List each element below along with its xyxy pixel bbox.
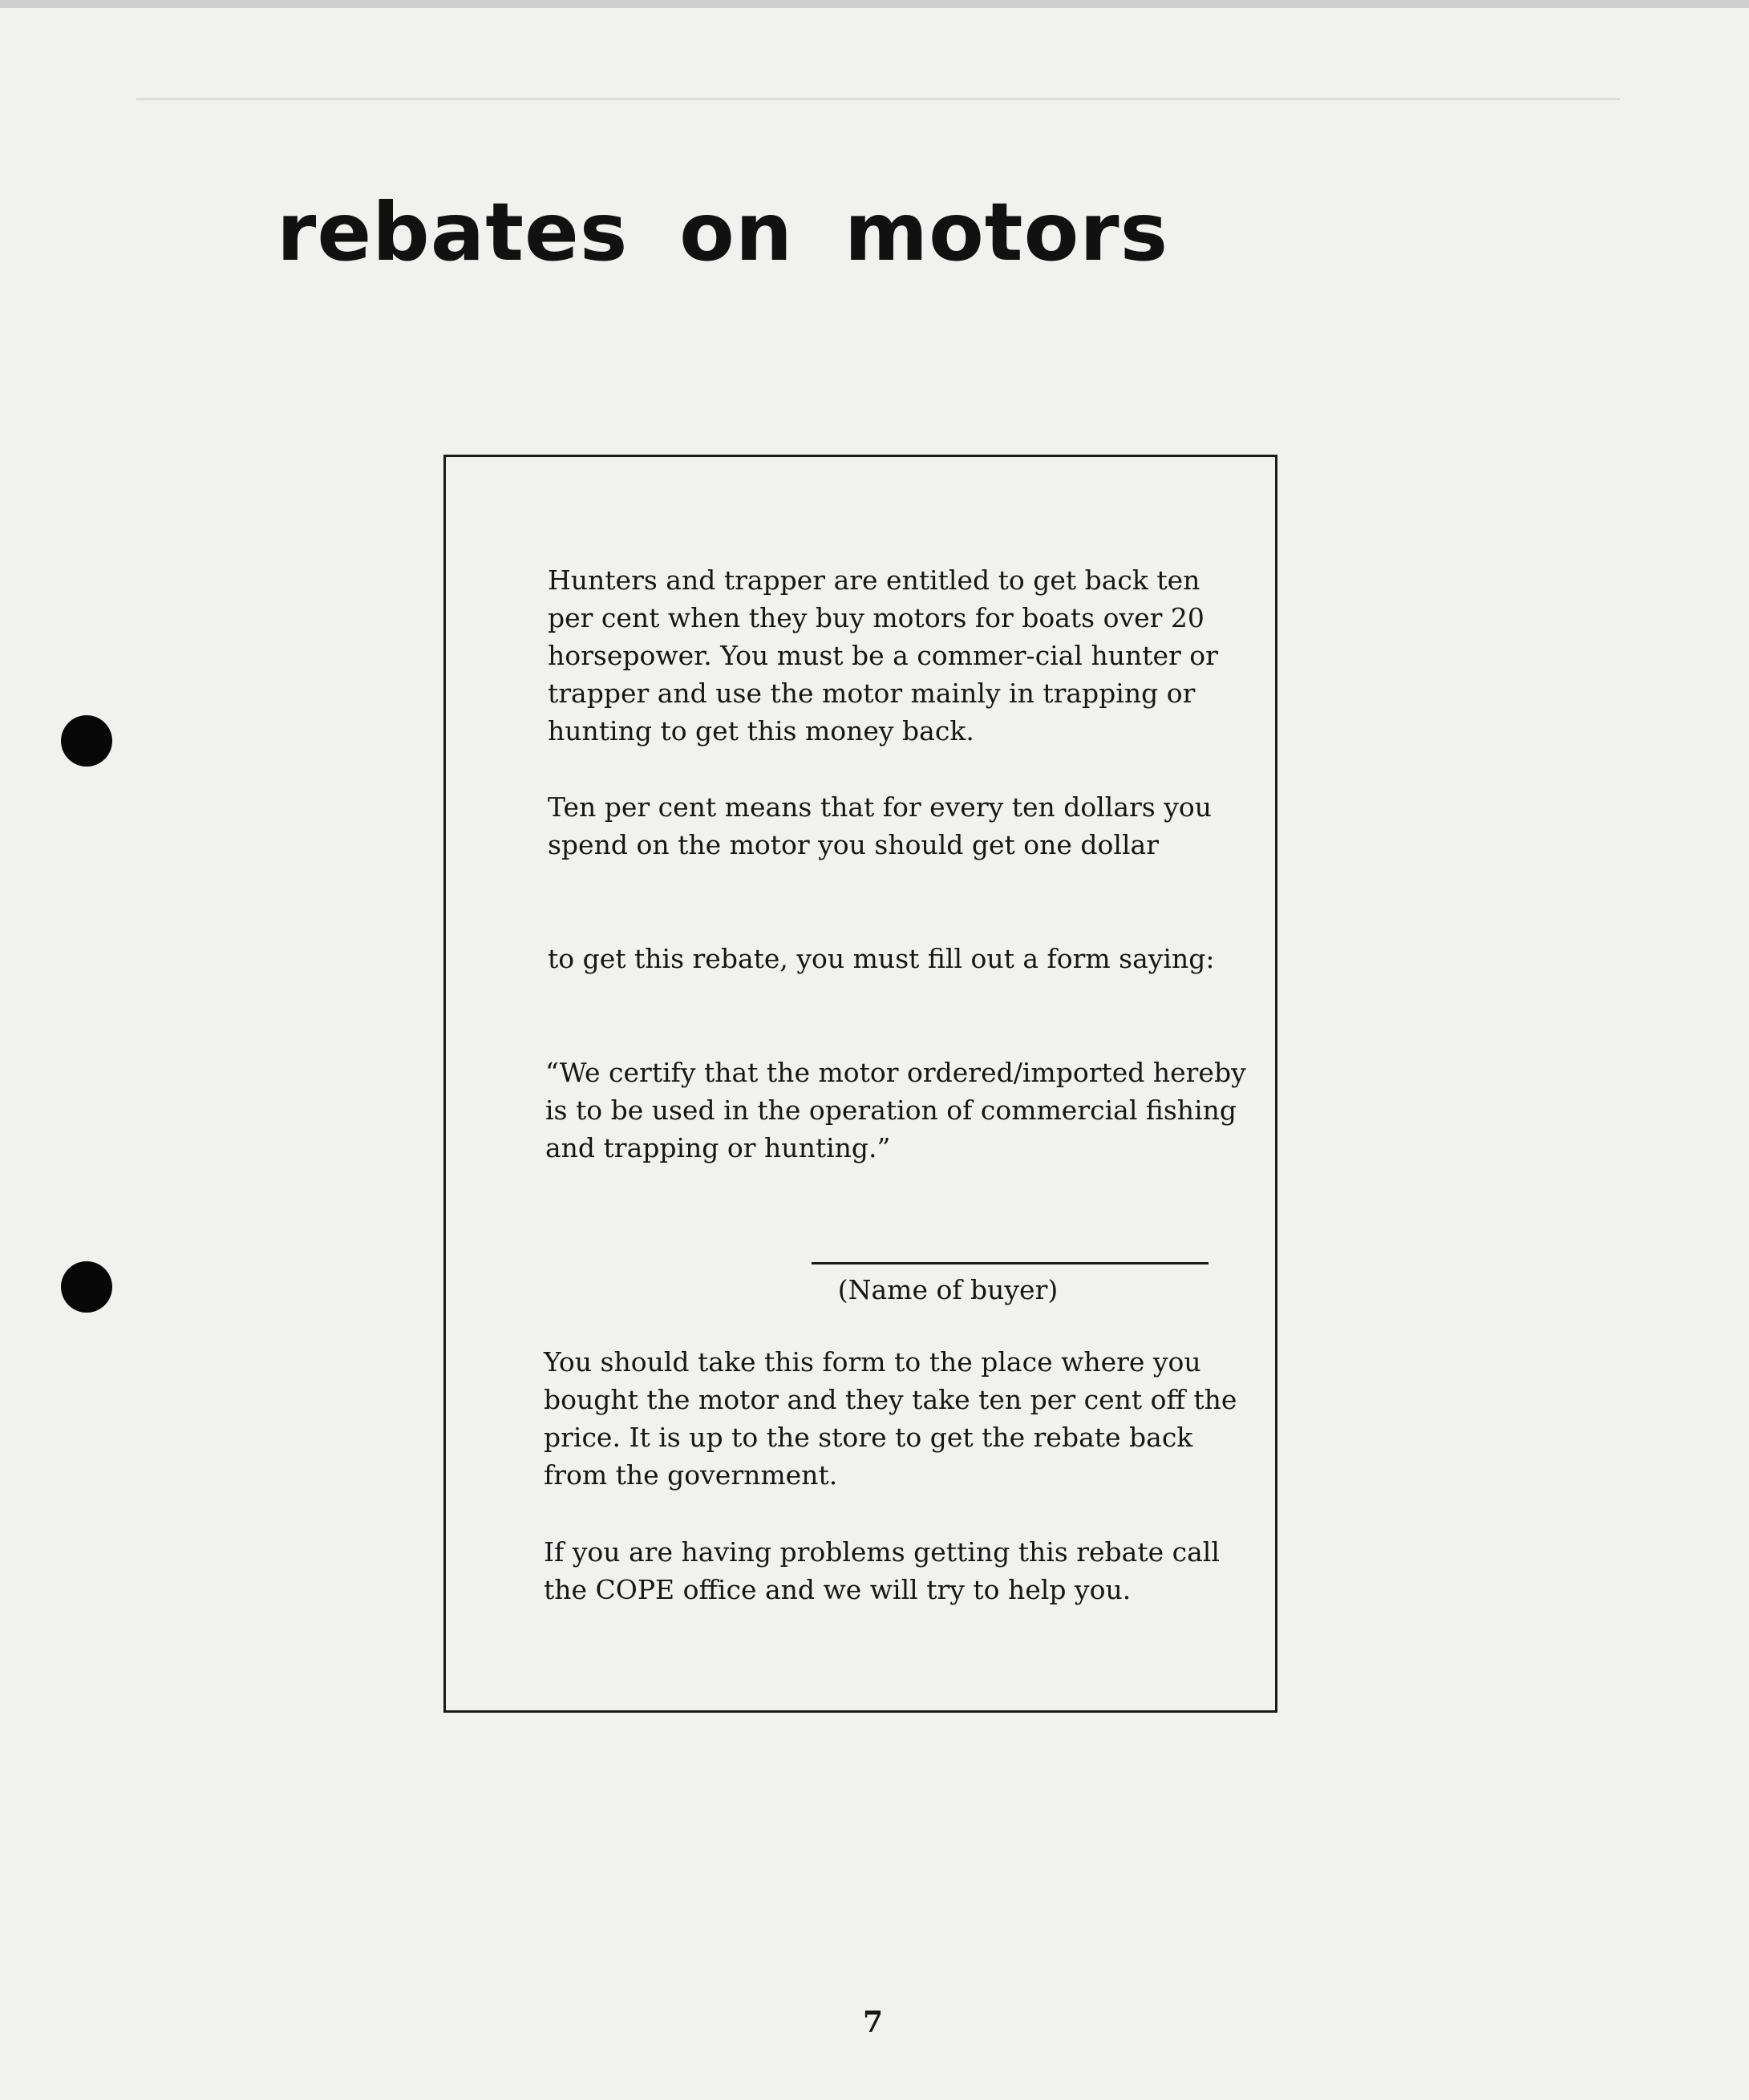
binder-hole-top (61, 715, 112, 767)
page-top-edge (0, 0, 1749, 8)
store-instruction-paragraph: You should take this form to the place where you bought the motor and they take ten per cent off the price. It is up to the store to get the rebate back from the government. (544, 1346, 1237, 1491)
signature-line (812, 1262, 1209, 1264)
help-paragraph: If you are having problems getting this rebate call the COPE office and we will try to help you. (544, 1536, 1220, 1605)
ten-percent-paragraph: Ten per cent means that for every ten dollars you spend on the motor you should get one dollar (548, 791, 1212, 860)
rebate-notice-box (443, 455, 1277, 1713)
form-instruction-paragraph: to get this rebate, you must fill out a form saying: (548, 943, 1215, 974)
certification-statement: “We certify that the motor ordered/imported hereby is to be used in the operation of commercial fishing and trapping or hunting.” (545, 1057, 1246, 1163)
page-number: 7 (863, 2005, 884, 2039)
header-rule (136, 98, 1620, 100)
page-title: rebates on motors (277, 185, 1169, 279)
buyer-name-caption: (Name of buyer) (837, 1274, 1059, 1305)
binder-hole-bottom (61, 1261, 112, 1313)
eligibility-paragraph: Hunters and trapper are entitled to get back ten per cent when they buy motors for boats over 20 horsepower. You must be a commer-cial hunter or trapper and use the motor mainly in trapping or hunting to get this money back. (548, 564, 1218, 747)
